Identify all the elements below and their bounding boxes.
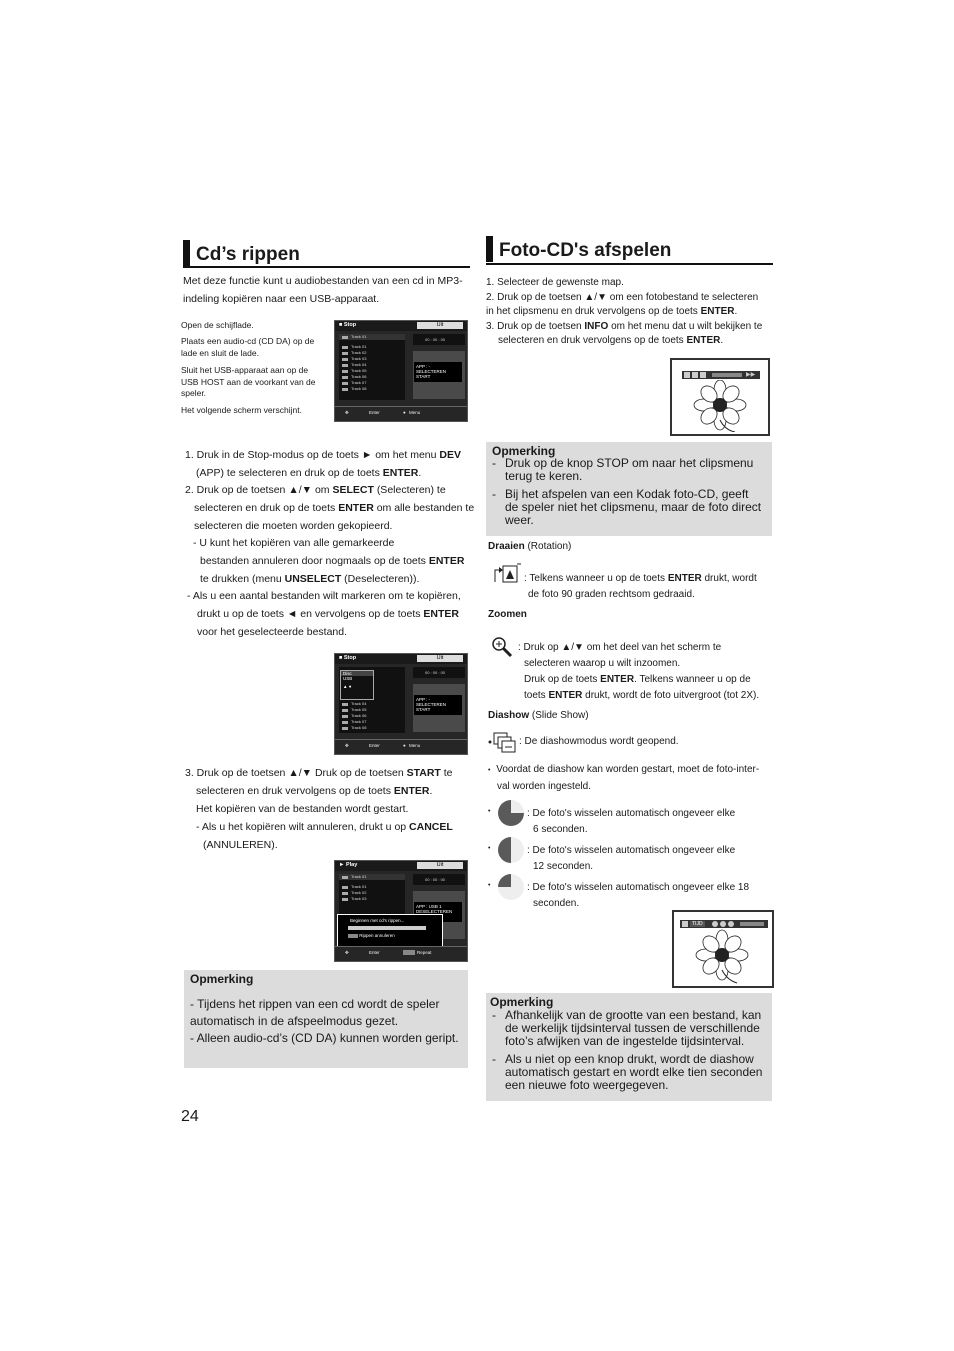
- osd-track[interactable]: Track 08: [339, 386, 405, 392]
- dash: -: [492, 1008, 496, 1022]
- note-item: Druk op de knop STOP om naar het clipsmenu terug te keren.: [505, 456, 754, 483]
- step-2: [185, 481, 475, 535]
- text: drukt, wordt: [704, 573, 757, 584]
- bullet: •: [488, 845, 491, 852]
- dpad-icon: ✥: [345, 743, 349, 748]
- osd-menu-item[interactable]: SELECTEREN: [416, 369, 447, 374]
- osd-menu-item[interactable]: START: [416, 374, 431, 379]
- return-icon: ●: [403, 743, 406, 748]
- up-down-arrows-icon: ▲/▼: [584, 291, 607, 303]
- timer-12s-icon: [498, 837, 524, 863]
- osd-header: [335, 321, 467, 331]
- zoom-icon: [692, 372, 698, 378]
- text: drukt u op de toets: [197, 608, 284, 620]
- timer-icon: [728, 921, 734, 927]
- text: 3. Druk op de toetsen: [486, 320, 582, 332]
- text: : De foto's wisselen automatisch ongeveer elke: [527, 808, 736, 819]
- flower-illustration: [690, 380, 750, 432]
- note-title: Opmerking: [190, 972, 254, 986]
- osd-track[interactable]: Track 08: [339, 725, 405, 731]
- text: : Druk op: [518, 642, 559, 653]
- text: (Deselecteren)).: [344, 573, 420, 585]
- step-3: [486, 320, 776, 349]
- side-step: Het volgende scherm verschijnt.: [181, 405, 302, 415]
- osd-track[interactable]: Track 02: [339, 350, 405, 356]
- text: selecteren en druk vervolgens op de toets: [498, 335, 684, 346]
- osd-time: 00 : 00 : 00: [413, 874, 465, 885]
- text: - Als u het kopiëren wilt annuleren, drukt u op: [196, 821, 407, 833]
- osd-screen-stop: [334, 320, 468, 422]
- text: (Rotation): [527, 541, 572, 552]
- text: te drukken (menu: [200, 573, 282, 585]
- sub-note-1: [193, 534, 473, 588]
- progress-icon: [712, 373, 742, 377]
- text: te: [443, 767, 453, 779]
- note-item: - Alleen audio-cd’s (CD DA) kunnen worden geript.: [190, 1031, 459, 1045]
- slideshow-icon: [682, 921, 688, 927]
- note-box-left: [184, 970, 468, 1068]
- text: drukt, wordt de foto uitvergroot (tot 2X).: [585, 690, 760, 701]
- osd-menu-item[interactable]: APP : -: [416, 364, 431, 369]
- up-down-arrows-icon: ▲/▼: [561, 642, 584, 653]
- dash: -: [492, 1052, 496, 1066]
- dash: -: [492, 456, 496, 470]
- diashow-interval-intro: [488, 762, 773, 795]
- text: : De foto's wisselen automatisch ongeveer elke: [527, 845, 736, 856]
- dash: -: [492, 487, 496, 501]
- osd-mode: ■ Stop: [339, 655, 357, 661]
- note-title: Opmerking: [490, 995, 554, 1009]
- step-2: [486, 291, 776, 320]
- text: CANCEL: [409, 821, 453, 833]
- osd-list-header: Track 01: [339, 874, 405, 880]
- osd-track[interactable]: Track 06: [339, 713, 405, 719]
- text: om het deel van het scherm te: [586, 642, 722, 653]
- cancel-ripping-button[interactable]: [338, 930, 442, 938]
- osd-app-menu-box: [414, 695, 462, 715]
- osd-track[interactable]: Track 03: [339, 896, 405, 902]
- osd-track[interactable]: Track 07: [339, 380, 405, 386]
- magnifier-icon: [491, 636, 513, 658]
- osd-footer: [335, 739, 467, 754]
- osd-menu-item[interactable]: DESELECTEREN: [416, 909, 453, 914]
- text: Draaien: [488, 541, 525, 552]
- intro-text: Met deze functie kunt u audiobestanden van een cd in MP3-indeling kopiëren naar een USB-apparaat.: [183, 275, 463, 305]
- osd-app-menu[interactable]: [413, 684, 465, 732]
- text: .: [734, 306, 738, 317]
- interval-6-text: [527, 806, 773, 838]
- osd-track[interactable]: Track 02: [339, 890, 405, 896]
- text: 2. Druk op de toetsen: [185, 484, 286, 496]
- step-1: 1. Selecteer de gewenste map.: [486, 277, 624, 288]
- osd-list-header: Track 01: [339, 334, 405, 340]
- osd-mode: ■ Stop: [339, 322, 357, 328]
- text: SELECT: [332, 484, 374, 496]
- osd-header: [335, 861, 467, 871]
- osd-menu-label: Menu: [409, 743, 421, 748]
- photo-toolbar: [682, 371, 760, 379]
- text: (Selecteren) te: [376, 484, 446, 496]
- text: ENTER: [338, 502, 374, 514]
- text: ENTER: [667, 573, 702, 584]
- bullet: •: [488, 808, 491, 815]
- play-right-icon: ►: [361, 449, 373, 461]
- page-number: 24: [181, 1108, 199, 1125]
- text: bestanden annuleren door nogmaals op de toets: [200, 555, 426, 567]
- text: selecteren waarop u wilt inzoomen.: [524, 658, 681, 669]
- text: om: [314, 484, 330, 496]
- text: UNSELECT: [284, 573, 342, 585]
- osd-mode: ► Play: [339, 862, 358, 868]
- text: ENTER: [700, 306, 735, 317]
- timer-18s-icon: [498, 874, 524, 900]
- ripping-dialog-text: Beginnen met cd's rippen...: [350, 918, 405, 923]
- osd-uit: Uit: [417, 655, 463, 662]
- step-3: [185, 764, 475, 854]
- text: .: [720, 335, 724, 346]
- osd-track[interactable]: Track 01: [339, 344, 405, 350]
- text: Rippen annuleren: [359, 933, 395, 938]
- next-icon: ▶▶: [746, 372, 756, 378]
- side-step: Sluit het USB-apparaat aan op de USB HOST aan de voorkant van de speler.: [181, 365, 316, 398]
- diashow-heading: [488, 710, 589, 721]
- sub-note-2: [187, 587, 473, 641]
- osd-track[interactable]: Track 01: [339, 884, 405, 890]
- bullet: •: [488, 882, 491, 889]
- text: Voordat de diashow kan worden gestart, moet de foto-inter-: [496, 764, 760, 775]
- text: - Als u een aantal bestanden wilt markeren om te kopiëren,: [187, 590, 461, 602]
- osd-app-menu-box: [414, 362, 462, 382]
- text: : Telkens wanneer u op de toets: [524, 573, 666, 584]
- text: seconden.: [533, 898, 580, 909]
- osd-footer: [335, 406, 467, 421]
- title-rule: [183, 266, 470, 268]
- osd-track[interactable]: Track 04: [339, 362, 405, 368]
- osd-track[interactable]: Track 06: [339, 374, 405, 380]
- side-steps: [181, 320, 324, 417]
- zoomen-heading: Zoomen: [488, 609, 527, 620]
- step-1: [185, 446, 475, 482]
- section-title-cd-rippen: Cd’s rippen: [183, 244, 300, 266]
- section-title-foto-cd: Foto-CD's afspelen: [486, 240, 671, 262]
- photo-toolbar: [680, 920, 768, 928]
- note-box-right-2: [486, 993, 772, 1101]
- osd-uit: Uit: [417, 322, 463, 329]
- dropdown-option[interactable]: USB: [343, 676, 353, 681]
- text: (APP) te selecteren en druk op de toets: [196, 467, 380, 479]
- text: selecteren en druk op de toets: [194, 502, 336, 514]
- left-arrow-icon: ◄: [286, 608, 298, 620]
- osd-uit: Uit: [417, 862, 463, 869]
- up-down-arrows-icon: ▲/▼: [288, 767, 313, 779]
- text: de foto 90 graden rechtsom gedraaid.: [528, 589, 695, 600]
- osd-enter-label: Enter: [369, 743, 380, 748]
- draaien-heading: [488, 541, 571, 552]
- note-item: Als u niet op een knop drukt, wordt de diashow automatisch gestart en wordt elke tien seconden een nieuwe foto weergegeven.: [505, 1052, 763, 1092]
- text: selecteren en druk vervolgens op de toets: [196, 785, 391, 797]
- osd-track[interactable]: Track 05: [339, 368, 405, 374]
- osd-track[interactable]: Track 05: [339, 707, 405, 713]
- bullet: •: [488, 767, 491, 774]
- text: INFO: [584, 320, 609, 332]
- osd-device-dropdown[interactable]: [340, 670, 374, 700]
- text: - U kunt het kopiëren van alle gemarkeerde: [193, 537, 395, 549]
- text: 12 seconden.: [533, 861, 594, 872]
- ripping-dialog: [337, 914, 443, 947]
- note-item: - Tijdens het rippen van een cd wordt de speler automatisch in de afspeelmodus gezet.: [190, 997, 440, 1028]
- repeat-button-icon: [403, 950, 415, 955]
- zoomen-text: [518, 640, 773, 704]
- osd-app-menu[interactable]: [413, 351, 465, 399]
- flower-illustration: [692, 928, 752, 984]
- text: 3. Druk op de toetsen: [185, 767, 286, 779]
- text: om alle bestanden te: [376, 502, 475, 514]
- text: ENTER: [423, 608, 459, 620]
- text: . Telkens wanneer u op de: [634, 674, 751, 685]
- osd-menu-item[interactable]: START: [416, 707, 431, 712]
- osd-time: 00 : 00 : 00: [413, 334, 465, 345]
- dropdown-option[interactable]: Disc: [341, 671, 373, 676]
- rotate-icon: [491, 562, 521, 586]
- osd-menu-item[interactable]: APP : USB 1: [416, 904, 442, 909]
- photo-flower-1: [670, 358, 770, 436]
- text: voor het geselecteerde bestand.: [197, 626, 348, 638]
- text: val worden ingesteld.: [497, 781, 591, 792]
- text: START: [406, 767, 441, 779]
- time-label: TIJD: [692, 921, 703, 927]
- text: selecteren die moeten worden gekopieerd.: [194, 520, 393, 532]
- text: in het clipsmenu en druk vervolgens op de toets: [486, 306, 698, 317]
- osd-footer: [335, 946, 467, 961]
- osd-menu-item[interactable]: SELECTEREN: [416, 702, 447, 707]
- note-item: Bij het afspelen van een Kodak foto-CD, geeft de speler niet het clipsmenu, maar de foto direct weer.: [505, 487, 762, 527]
- text: 6 seconden.: [533, 824, 588, 835]
- text: 1. Druk in de Stop-modus op de toets: [185, 449, 359, 461]
- dpad-icon: ✥: [345, 950, 349, 955]
- return-icon: ●: [403, 410, 406, 415]
- timer-icon: [712, 921, 718, 927]
- text: .: [418, 467, 422, 479]
- text: (ANNULEREN).: [203, 839, 278, 851]
- diashow-open-text: : De diashowmodus wordt geopend.: [519, 736, 679, 747]
- osd-screen-ripping: [334, 860, 468, 962]
- text: om het menu dat u wilt bekijken te: [611, 320, 763, 332]
- text: Diashow: [488, 710, 530, 721]
- side-step: Plaats een audio-cd (CD DA) op de lade en sluit de lade.: [181, 336, 315, 358]
- note-title: Opmerking: [492, 444, 556, 458]
- text: Druk op de toets: [524, 674, 598, 685]
- note-item: Afhankelijk van de grootte van een bestand, kan de werkelijk tijdsinterval tussen de verschillende foto’s afwijken van de ingestelde tijdsinterval.: [505, 1008, 762, 1048]
- progress-icon: [740, 922, 764, 926]
- text: om het menu: [375, 449, 437, 461]
- osd-time: 00 : 00 : 00: [413, 667, 465, 678]
- text: 2. Druk op de toetsen: [486, 291, 582, 303]
- text: toets: [524, 690, 546, 701]
- osd-repeat-label: Repeat: [417, 950, 432, 955]
- up-down-arrows-icon: ▲/▼: [288, 484, 313, 496]
- osd-menu-item[interactable]: APP : -: [416, 697, 431, 702]
- text: ENTER: [428, 555, 465, 567]
- rotate-icon: [684, 372, 690, 378]
- title-rule: [486, 263, 773, 265]
- note-box-right-1: [486, 442, 772, 536]
- text: ENTER: [686, 335, 721, 346]
- text: DEV: [439, 449, 461, 461]
- text: ENTER: [600, 674, 635, 685]
- text: : De foto's wisselen automatisch ongeveer elke 18: [527, 882, 750, 893]
- timer-6s-icon: [498, 800, 524, 826]
- text: ENTER: [548, 690, 583, 701]
- interval-18-text: [527, 880, 773, 912]
- text: en vervolgens op de toets: [300, 608, 421, 620]
- slideshow-icon: [700, 372, 706, 378]
- interval-12-text: [527, 843, 773, 875]
- photo-steps: [486, 276, 776, 349]
- text: ENTER: [382, 467, 419, 479]
- osd-track[interactable]: Track 04: [339, 701, 405, 707]
- draaien-text: [524, 571, 774, 603]
- red-button-icon: [348, 934, 358, 938]
- osd-enter-label: Enter: [369, 410, 380, 415]
- osd-enter-label: Enter: [369, 950, 380, 955]
- text: Druk op de toetsen: [314, 767, 404, 779]
- side-step: Open de schijflade.: [181, 320, 254, 330]
- text: (Slide Show): [531, 710, 589, 721]
- osd-screen-dropdown: [334, 653, 468, 755]
- osd-track[interactable]: Track 03: [339, 356, 405, 362]
- timer-icon: [720, 921, 726, 927]
- photo-flower-2: [672, 910, 774, 988]
- osd-header: [335, 654, 467, 664]
- osd-menu-label: Menu: [409, 410, 421, 415]
- text: om een fotobestand te selecteren: [609, 291, 759, 303]
- text: ENTER: [393, 785, 430, 797]
- dropdown-arrows-icon: ▲ ●: [343, 684, 352, 689]
- text: Het kopiëren van de bestanden wordt gestart.: [196, 803, 409, 815]
- dpad-icon: ✥: [345, 410, 349, 415]
- slideshow-icon: [488, 731, 518, 753]
- osd-track[interactable]: Track 07: [339, 719, 405, 725]
- osd-track-list: [339, 334, 405, 400]
- text: .: [429, 785, 433, 797]
